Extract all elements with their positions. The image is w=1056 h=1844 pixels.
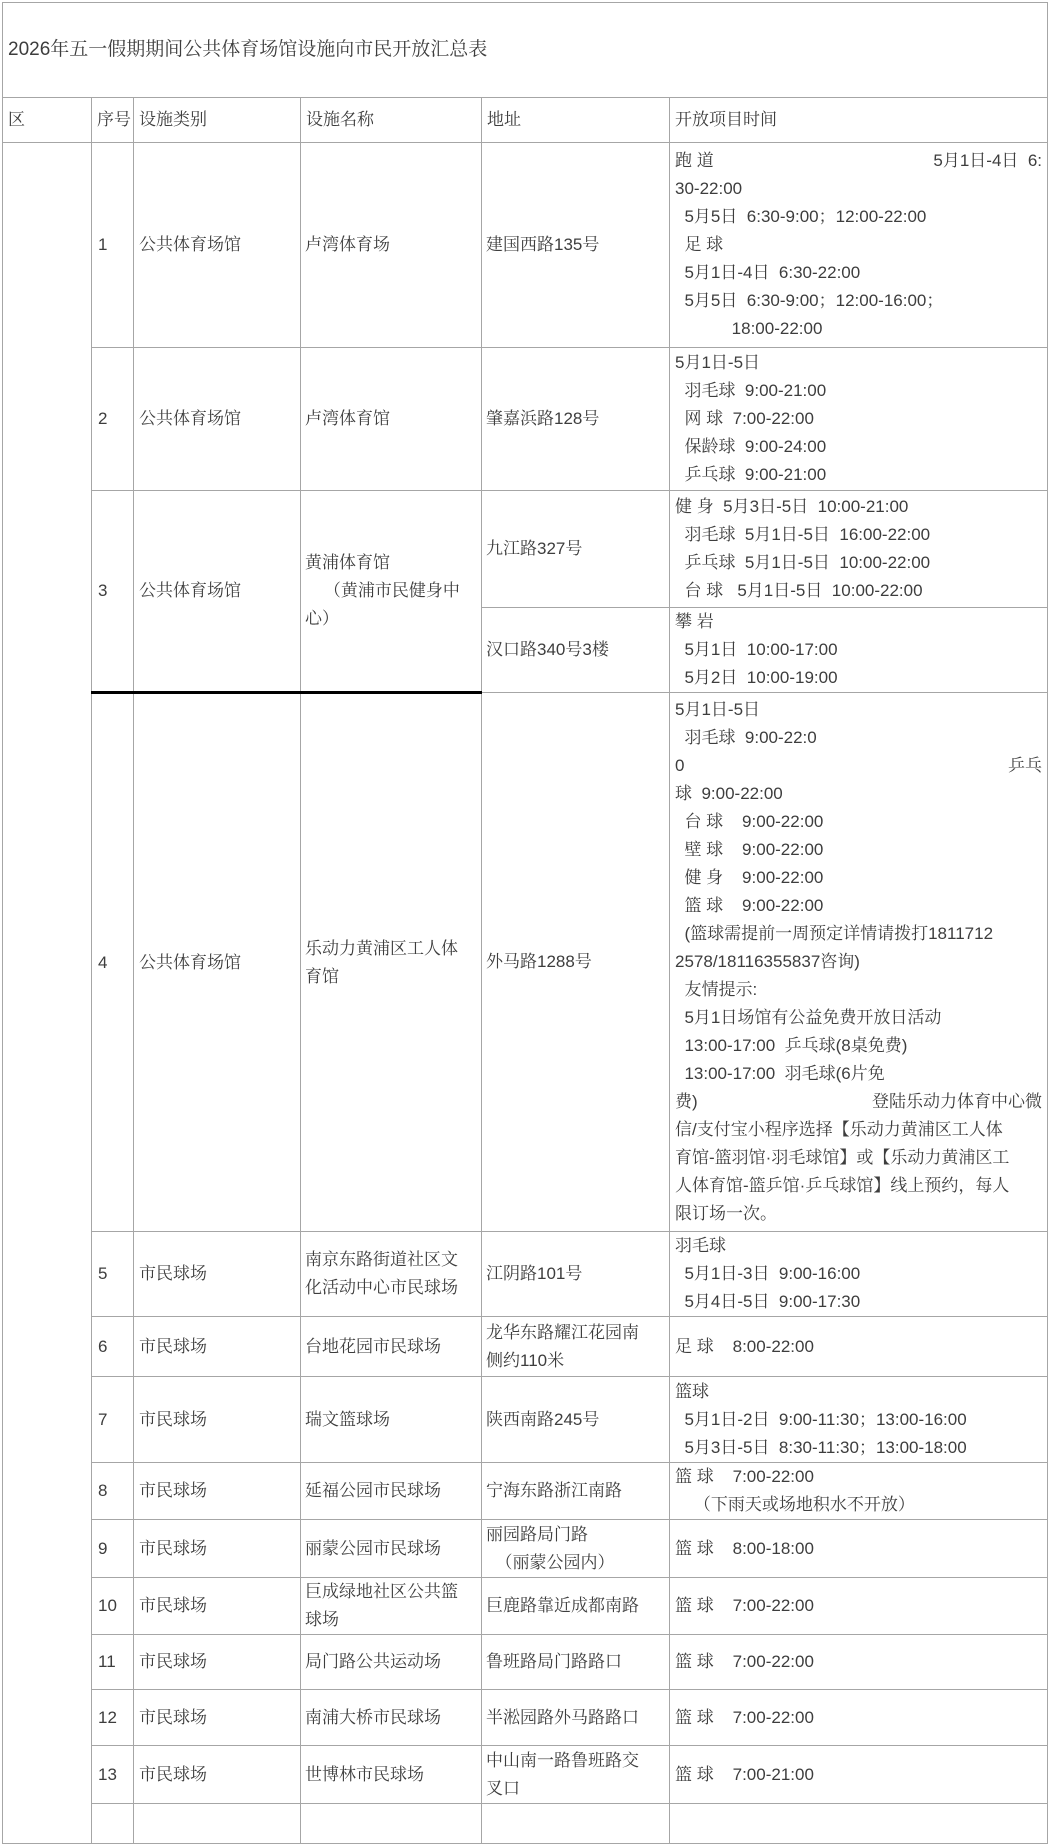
name-cell [301, 491, 482, 693]
schedule-line: 5月1日-2日 9:00-11:30；13:00-16:00 [675, 1409, 967, 1429]
schedule-line-segment: 0 [675, 756, 685, 775]
category-cell-line: 市民球场 [139, 1596, 207, 1615]
schedule-cell [670, 1463, 1048, 1520]
schedule-line: 乒乓球 9:00-21:00 [675, 465, 827, 484]
address-cell-line: 巨鹿路靠近成都南路 [486, 1596, 639, 1615]
address-cell-line: 丽园路局门路 [486, 1524, 588, 1544]
schedule-line: 友情提示: [675, 980, 758, 999]
category-cell-line: 市民球场 [139, 1707, 207, 1727]
schedule-line: 人体育馆-篮乒馆·乒乓球馆】线上预约，每人 [675, 1176, 1010, 1195]
schedule-line: 篮 球 7:00-21:00 [675, 1764, 814, 1784]
name-cell [301, 693, 482, 1232]
schedule-line: 篮球 [675, 1381, 709, 1401]
table-row [3, 1578, 1048, 1635]
address-cell [482, 1746, 670, 1804]
schedule-line: 5月1日-3日 9:00-16:00 [675, 1264, 861, 1283]
table-row [3, 143, 1048, 348]
schedule-line: 羽毛球 [675, 1236, 726, 1255]
table-row [3, 1377, 1048, 1463]
schedule-line [675, 147, 1042, 175]
schedule-line: 篮 球 7:00-22:00 [675, 1596, 814, 1615]
schedule-line: 台 球 5月1日-5日 10:00-22:00 [675, 581, 923, 600]
name-cell-line: 巨成绿地社区公共篮 [305, 1582, 458, 1601]
empty-cell [301, 1804, 482, 1844]
table-row [3, 1635, 1048, 1690]
name-cell-line: 心） [305, 609, 339, 628]
category-cell [134, 348, 301, 491]
row-number-cell [92, 143, 134, 348]
table-row-partial [3, 1804, 1048, 1844]
row-number-cell [92, 1520, 134, 1578]
header-district: 区 [3, 98, 92, 143]
category-cell [134, 693, 301, 1232]
category-cell-line: 市民球场 [139, 1652, 207, 1671]
row-number-cell [92, 348, 134, 491]
row-number-cell [92, 693, 134, 1232]
schedule-line: 5月1日场馆有公益免费开放日活动 [675, 1008, 942, 1027]
name-cell [301, 348, 482, 491]
category-cell [134, 1578, 301, 1635]
schedule-cell [670, 348, 1048, 491]
table-row [3, 491, 1048, 608]
header-schedule: 开放项目时间 [670, 98, 1048, 143]
address-cell [482, 1635, 670, 1690]
category-cell [134, 1746, 301, 1804]
name-cell [301, 1578, 482, 1635]
category-cell-line: 公共体育场馆 [139, 235, 241, 254]
name-cell [301, 1232, 482, 1317]
page-title: 2026年五一假期期间公共体育场馆设施向市民开放汇总表 [3, 3, 1048, 98]
address-cell-line: 汉口路340号3楼 [486, 640, 609, 659]
name-cell-line: 丽蒙公园市民球场 [305, 1538, 441, 1558]
name-cell-line: 卢湾体育场 [305, 235, 390, 254]
schedule-line: 2578/18116355837咨询) [675, 952, 860, 971]
name-cell-line: 局门路公共运动场 [305, 1652, 441, 1671]
row-number-cell [92, 1746, 134, 1804]
row-number-cell [92, 1317, 134, 1377]
schedule-line: 5月3日-5日 8:30-11:30；13:00-18:00 [675, 1437, 967, 1457]
address-cell [482, 693, 670, 1232]
category-cell [134, 1635, 301, 1690]
row-number-cell [92, 1463, 134, 1520]
schedule-line: 球 9:00-22:00 [675, 784, 783, 803]
category-cell [134, 1377, 301, 1463]
header-name: 设施名称 [301, 98, 482, 143]
header-no: 序号 [92, 98, 134, 143]
schedule-line: 13:00-17:00 羽毛球(6片免 [675, 1064, 885, 1083]
name-cell-line: 化活动中心市民球场 [305, 1278, 458, 1297]
schedule-line-segment: 登陆乐动力体育中心微 [872, 1092, 1043, 1111]
name-cell-line: 南浦大桥市民球场 [305, 1707, 441, 1727]
schedule-line: 篮 球 9:00-22:00 [675, 896, 824, 915]
row-number-cell-line: 7 [98, 1409, 108, 1429]
name-cell-line: 乐动力黄浦区工人体 [305, 938, 458, 958]
schedule-cell [670, 1578, 1048, 1635]
schedule-line: 篮 球 7:00-22:00 [675, 1707, 814, 1727]
row-number-cell [92, 1635, 134, 1690]
category-cell-line: 市民球场 [139, 1538, 207, 1558]
schedule-line: 健 身 5月3日-5日 10:00-21:00 [675, 497, 909, 516]
row-number-cell-line: 8 [98, 1481, 108, 1500]
address-cell [482, 1463, 670, 1520]
schedule-line: 篮 球 7:00-22:00 [675, 1652, 814, 1671]
row-number-cell-line: 13 [98, 1764, 117, 1784]
schedule-cell [670, 693, 1048, 1232]
name-cell-line: 瑞文篮球场 [305, 1409, 390, 1429]
schedule-cell [670, 1317, 1048, 1377]
address-cell-line: 陕西南路245号 [486, 1409, 600, 1429]
name-cell-line: 世博林市民球场 [305, 1764, 424, 1784]
category-cell-line: 市民球场 [139, 1409, 207, 1429]
schedule-line: 育馆-篮羽馆·羽毛球馆】或【乐动力黄浦区工 [675, 1148, 1010, 1167]
category-cell-line: 公共体育场馆 [139, 952, 241, 972]
schedule-cell [670, 1377, 1048, 1463]
schedule-line: 5月5日 6:30-9:00；12:00-16:00； [675, 291, 944, 310]
schedule-cell [670, 1232, 1048, 1317]
row-number-cell-line: 11 [98, 1652, 116, 1671]
schedule-line: 羽毛球 9:00-21:00 [675, 381, 827, 400]
row-number-cell-line: 10 [98, 1596, 117, 1615]
schedule-line: 5月5日 6:30-9:00；12:00-22:00 [675, 207, 927, 226]
address-cell [482, 1690, 670, 1746]
schedule-cell [670, 1746, 1048, 1804]
schedule-line: （下雨天或场地积水不开放） [675, 1495, 915, 1514]
schedule-line: 5月1日 10:00-17:00 [675, 640, 838, 659]
name-cell [301, 1377, 482, 1463]
category-cell [134, 1520, 301, 1578]
name-cell [301, 1317, 482, 1377]
category-cell [134, 1232, 301, 1317]
title-row [3, 3, 1048, 98]
name-cell [301, 1635, 482, 1690]
schedule-line: 13:00-17:00 乒乓球(8桌免费) [675, 1036, 908, 1055]
row-number-cell-line: 6 [98, 1336, 108, 1356]
name-cell [301, 143, 482, 348]
row-number-cell [92, 1232, 134, 1317]
name-cell-line: 黄浦体育馆 [305, 553, 390, 572]
schedule-line: 足 球 [675, 235, 724, 254]
schedule-line: 5月1日-5日 [675, 700, 761, 719]
schedule-line-segment: 跑 道 [675, 151, 714, 170]
address-cell [482, 608, 670, 693]
schedule-line: 台 球 9:00-22:00 [675, 812, 824, 831]
name-cell [301, 1520, 482, 1578]
address-cell-line: 鲁班路局门路路口 [486, 1652, 622, 1671]
category-cell-line: 市民球场 [139, 1264, 207, 1283]
address-cell [482, 143, 670, 348]
row-number-cell-line: 9 [98, 1538, 108, 1558]
schedule-line: (篮球需提前一周预定详情请拨打1811712 [675, 924, 994, 943]
schedule-line: 5月2日 10:00-19:00 [675, 668, 838, 687]
schedule-line: 羽毛球 5月1日-5日 16:00-22:00 [675, 525, 931, 544]
schedule-line: 30-22:00 [675, 179, 743, 198]
row-number-cell [92, 1690, 134, 1746]
schedule-line: 网 球 7:00-22:00 [675, 409, 814, 428]
address-cell-line: 九江路327号 [486, 539, 583, 558]
schedule-line-segment: 5月1日-4日 6: [933, 151, 1043, 170]
schedule-line-segment: 费) [675, 1092, 698, 1111]
schedule-cell [670, 143, 1048, 348]
category-cell-line: 公共体育场馆 [139, 581, 241, 600]
name-cell [301, 1746, 482, 1804]
category-cell [134, 143, 301, 348]
header-category: 设施类别 [134, 98, 301, 143]
schedule-line: 壁 球 9:00-22:00 [675, 840, 824, 859]
table-row [3, 693, 1048, 1232]
name-cell-line: 球场 [305, 1610, 339, 1629]
address-cell-line: 建国西路135号 [486, 235, 600, 254]
address-cell [482, 1520, 670, 1578]
name-cell-line: 南京东路街道社区文 [305, 1250, 458, 1269]
address-cell-line: 半淞园路外马路路口 [486, 1707, 639, 1727]
table-row [3, 1232, 1048, 1317]
name-cell [301, 1690, 482, 1746]
name-cell-line: 延福公园市民球场 [305, 1481, 441, 1500]
table-row [3, 1317, 1048, 1377]
schedule-line [675, 752, 1042, 780]
address-cell-line: 叉口 [486, 1778, 520, 1798]
schedule-line: 18:00-22:00 [675, 319, 823, 338]
header-row [3, 98, 1048, 143]
row-number-cell-line: 3 [98, 581, 108, 600]
name-cell-line: （黄浦市民健身中 [305, 581, 460, 600]
schedule-line: 健 身 9:00-22:00 [675, 868, 824, 887]
header-address: 地址 [482, 98, 670, 143]
category-cell-line: 市民球场 [139, 1481, 207, 1500]
category-cell-line: 市民球场 [139, 1764, 207, 1784]
address-cell-line: 龙华东路耀江花园南 [486, 1322, 639, 1342]
schedule-line: 信/支付宝小程序选择【乐动力黄浦区工人体 [675, 1120, 1003, 1139]
schedule-line: 保龄球 9:00-24:00 [675, 437, 827, 456]
address-cell-line: 中山南一路鲁班路交 [486, 1750, 639, 1770]
schedule-cell [670, 491, 1048, 608]
address-cell-line: 江阴路101号 [486, 1264, 583, 1283]
schedule-cell [670, 1520, 1048, 1578]
category-cell-line: 市民球场 [139, 1336, 207, 1356]
district-cell [3, 143, 92, 1844]
address-cell-line: 宁海东路浙江南路 [486, 1481, 622, 1500]
schedule-line: 足 球 8:00-22:00 [675, 1336, 814, 1356]
schedule-line: 篮 球 8:00-18:00 [675, 1538, 814, 1558]
address-cell [482, 348, 670, 491]
table-row [3, 1746, 1048, 1804]
category-cell [134, 1463, 301, 1520]
schedule-line-segment: 乒乓 [1008, 756, 1043, 775]
schedule-line [675, 1088, 1042, 1116]
schedule-line: 攀 岩 [675, 612, 714, 631]
table-row [3, 348, 1048, 491]
row-number-cell [92, 1578, 134, 1635]
schedule-line: 5月1日-4日 6:30-22:00 [675, 263, 861, 282]
address-cell-line: 肇嘉浜路128号 [486, 409, 600, 428]
empty-cell [482, 1804, 670, 1844]
name-cell-line: 育馆 [305, 966, 339, 986]
schedule-line: 乒乓球 5月1日-5日 10:00-22:00 [675, 553, 931, 572]
schedule-line: 羽毛球 9:00-22:0 [675, 728, 817, 747]
row-number-cell-line: 1 [98, 235, 108, 254]
category-cell [134, 1690, 301, 1746]
schedule-line: 5月4日-5日 9:00-17:30 [675, 1292, 861, 1311]
address-cell [482, 1578, 670, 1635]
category-cell [134, 1317, 301, 1377]
category-cell-line: 公共体育场馆 [139, 409, 241, 428]
table-row [3, 1463, 1048, 1520]
row-number-cell [92, 491, 134, 693]
empty-cell [134, 1804, 301, 1844]
address-cell [482, 1232, 670, 1317]
address-cell-line: 侧约110米 [486, 1350, 565, 1370]
schedule-cell [670, 608, 1048, 693]
empty-cell [670, 1804, 1048, 1844]
venues-table [2, 2, 1048, 1844]
row-number-cell [92, 1377, 134, 1463]
row-number-cell-line: 4 [98, 952, 108, 972]
table-row [3, 1520, 1048, 1578]
schedule-cell [670, 1635, 1048, 1690]
table-row [3, 1690, 1048, 1746]
name-cell-line: 卢湾体育馆 [305, 409, 390, 428]
row-number-cell-line: 2 [98, 409, 108, 428]
row-number-cell-line: 5 [98, 1264, 108, 1283]
name-cell [301, 1463, 482, 1520]
name-cell-line: 台地花园市民球场 [305, 1336, 441, 1356]
category-cell [134, 491, 301, 693]
address-cell-line: （丽蒙公园内） [486, 1552, 615, 1572]
schedule-cell [670, 1690, 1048, 1746]
row-number-cell-line: 12 [98, 1707, 117, 1727]
empty-cell [92, 1804, 134, 1844]
schedule-line: 限订场一次。 [675, 1204, 777, 1223]
address-cell [482, 491, 670, 608]
schedule-line: 5月1日-5日 [675, 353, 761, 372]
address-cell [482, 1317, 670, 1377]
schedule-line: 篮 球 7:00-22:00 [675, 1467, 814, 1486]
address-cell-line: 外马路1288号 [486, 952, 592, 971]
address-cell [482, 1377, 670, 1463]
